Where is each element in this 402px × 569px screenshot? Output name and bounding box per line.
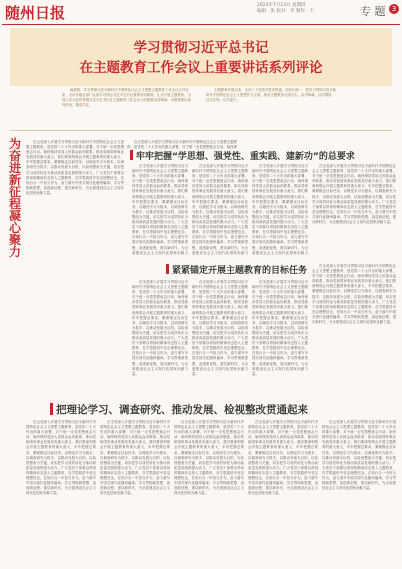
- article-1-col-1: 在全党深入开展学习贯彻习近平新时代中国特色社会主义思想主题教育，是党的二十大作出的重大部署，对于统一全党思想意志行动、始终保持党同人民群众血肉联系、推动党和国家事业发展具有重大意义。我们要深刻领会开展主题教育的重大意义，牢牢把握总要求，紧紧锚定目标任务，以理论学习为根本，以调查研究为抓手，以推动发展为目的，以检视整改为关键，切实把学习成效转化为推动高质量发展的强大动力。广大党员干部要以昂扬的精神状态投入主题教育，在学思践悟中坚定理想信念，在知行合一中担当作为，奋力谱写中国式现代化随州篇章。学习贯彻新思想，奋进新征程，建功新时代，为全面建设社会主义现代化国家贡献力量。: [26, 140, 124, 195]
- page-number-badge: 3: [389, 4, 399, 14]
- headline-banner: [10, 28, 392, 86]
- article-1-col-2-top: 在全党深入开展学习贯彻习近平新时代中国特色社会主义思想主题教育，是党的二十大作出的重大部署，对于统一全党思想意志行动、始终保: [127, 140, 237, 150]
- vertical-article-title: 为奋进新征程凝心聚力: [8, 137, 21, 259]
- intro-left: 编者按：学习贯彻习近平新时代中国特色社会主义思想主题教育工作会议召开以来，全市各级各部门认真学习领会习近平总书记重要讲话精神，扎实开展主题教育。为深入学习宣传贯彻习近平总书记在主题教育工作会议上的重要讲话精神，本报特推出系列评论，敬请关注。: [62, 88, 191, 107]
- article-s1-col-2: 在全党深入开展学习贯彻习近平新时代中国特色社会主义思想主题教育，是党的二十大作出的重大部署，对于统一全党思想意志行动、始终保持党同人民群众血肉联系、推动党和国家事业发展具有重大意义。我们要深刻领会开展主题教育的重大意义，牢牢把握总要求，紧紧锚定目标任务，以理论学习为根本，以调查研究为抓手，以推动发展为目的，以检视整改为关键，切实把学习成效转化为推动高质量发展的强大动力。广大党员干部要以昂扬的精神状态投入主题教育，在学思践悟中坚定理想信念，在知行合一中担当作为，奋力谱写中国式现代化随州篇章。学习贯彻新思想，奋进新征程，建功新时代，为全面建设社会主义现代化国家贡献力: [192, 164, 248, 255]
- header-divider: [2, 24, 400, 25]
- article-s3-col-5: 在全党深入开展学习贯彻习近平新时代中国特色社会主义思想主题教育，是党的二十大作出的重大部署，对于统一全党思想意志行动、始终保持党同人民群众血肉联系、推动党和国家事业发展具有重大意义。我们要深刻领会开展主题教育的重大意义，牢牢把握总要求，紧紧锚定目标任务，以理论学习为根本，以调查研究为抓手，以推动发展为目的，以检视整改为关键，切实把学习成效转化为推动高质量发展的强大动力。广大党员干部要以昂扬的精神状态投入主题教育，在学思践悟中坚定理想信念，在知行合一中担当作为，奋力谱写中国式现代化随州篇章。学习贯彻新思想，奋进新征程，建功新时代，为全面建设社会主义现代化国家贡献力量。: [322, 420, 396, 491]
- subtitle-3-marker: [50, 403, 53, 415]
- article-s3-col-4: 在全党深入开展学习贯彻习近平新时代中国特色社会主义思想主题教育，是党的二十大作出的重大部署，对于统一全党思想意志行动、始终保持党同人民群众血肉联系、推动党和国家事业发展具有重大意义。我们要深刻领会开展主题教育的重大意义，牢牢把握总要求，紧紧锚定目标任务，以理论学习为根本，以调查研究为抓手，以推动发展为目的，以检视整改为关键，切实把学习成效转化为推动高质量发展的强大动力。广大党员干部要以昂扬的精神状态投入主题教育，在学思践悟中坚定理想信念，在知行合一中担当作为，奋力谱写中国式现代化随州篇章。学习贯彻新思想，奋进新征程，建功新时代，为全面建设社会主义现代化国家贡献力量。: [248, 420, 318, 496]
- article-s3-col-1: 在全党深入开展学习贯彻习近平新时代中国特色社会主义思想主题教育，是党的二十大作出的重大部署，对于统一全党思想意志行动、始终保持党同人民群众血肉联系、推动党和国家事业发展具有重大意义。我们要深刻领会开展主题教育的重大意义，牢牢把握总要求，紧紧锚定目标任务，以理论学习为根本，以调查研究为抓手，以推动发展为目的，以检视整改为关键，切实把学习成效转化为推动高质量发展的强大动力。广大党员干部要以昂扬的精神状态投入主题教育，在学思践悟中坚定理想信念，在知行合一中担当作为，奋力谱写中国式现代化随州篇章。学习贯彻新思想，奋进新征程，建功新时代，为全面建设社会主义现代化国家贡献力量。: [26, 420, 96, 496]
- article-s2-col-2: 在全党深入开展学习贯彻习近平新时代中国特色社会主义思想主题教育，是党的二十大作出的重大部署，对于统一全党思想意志行动、始终保持党同人民群众血肉联系、推动党和国家事业发展具有重大意义。我们要深刻领会开展主题教育的重大意义，牢牢把握总要求，紧紧锚定目标任务，以理论学习为根本，以调查研究为抓手，以推动发展为目的，以检视整改为关键，切实把学习成效转化为推动高质量发展的强大动力。广大党员干部要以昂扬的精神状态投入主题教育，在学思践悟中坚定理想信念，在知行合一中担当作为，奋力谱写中国式现代化随州篇章。学习贯彻新思想，奋进新征程，建功新时代，为全面建设社会主义现代化国家贡献力量。: [192, 280, 248, 376]
- intro-divider: [10, 130, 392, 131]
- subtitle-3: 把理论学习、调查研究、推动发展、检视整改贯通起来: [56, 404, 308, 416]
- article-s1-col-4: 在全党深入开展学习贯彻习近平新时代中国特色社会主义思想主题教育，是党的二十大作出的重大部署，对于统一全党思想意志行动、始终保持党同人民群众血肉联系、推动党和国家事业发展具有重大意义。我们要深刻领会开展主题教育的重大意义，牢牢把握总要求，紧紧锚定目标任务，以理论学习为根本，以调查研究为抓手，以推动发展为目的，以检视整改为关键，切实把学习成效转化为推动高质量发展的强大动力。广大党员干部要以昂扬的精神状态投入主题教育，在学思践悟中坚定理想信念，在知行合一中担当作为，奋力谱写中国式现代化随州篇章。学习贯彻新思想，奋进新征程，建功新时代，为全面建设社会主义现代化国家贡献力量。: [312, 164, 396, 225]
- newspaper-logo: 随州日报: [5, 4, 66, 22]
- issue-meta: [257, 3, 314, 15]
- article-s3-col-3: 在全党深入开展学习贯彻习近平新时代中国特色社会主义思想主题教育，是党的二十大作出的重大部署，对于统一全党思想意志行动、始终保持党同人民群众血肉联系、推动党和国家事业发展具有重大意义。我们要深刻领会开展主题教育的重大意义，牢牢把握总要求，紧紧锚定目标任务，以理论学习为根本，以调查研究为抓手，以推动发展为目的，以检视整改为关键，切实把学习成效转化为推动高质量发展的强大动力。广大党员干部要以昂扬的精神状态投入主题教育，在学思践悟中坚定理想信念，在知行合一中担当作为，奋力谱写中国式现代化随州篇章。学习贯彻新思想，奋进新征程，建功新时代，为全面建设社会主义现代化国家贡献力量。: [174, 420, 244, 496]
- article-s2-col-4: 在全党深入开展学习贯彻习近平新时代中国特色社会主义思想主题教育，是党的二十大作出的重大部署，对于统一全党思想意志行动、始终保持党同人民群众血肉联系、推动党和国家事业发展具有重大意义。我们要深刻领会开展主题教育的重大意义，牢牢把握总要求，紧紧锚定目标任务，以理论学习为根本，以调查研究为抓手，以推动发展为目的，以检视整改为关键，切实把学习成效转化为推动高质量发展的强大动力。广大党员干部要以昂扬的精神状态投入主题教育，在学思践悟中坚定理想信念，在知行合一中担当作为，奋力谱写中国式现代化随州篇章。学习贯彻新思想，奋进新征程，建功新时代，为全面建设社会主义现代化国家贡献力量。: [312, 264, 396, 325]
- headline-line-2: 在主题教育工作会议上重要讲话系列评论: [79, 60, 323, 76]
- issue-editors: 编辑：张 校对：李 制作：王: [257, 9, 314, 14]
- article-s1-col-1: 在全党深入开展学习贯彻习近平新时代中国特色社会主义思想主题教育，是党的二十大作出的重大部署，对于统一全党思想意志行动、始终保持党同人民群众血肉联系、推动党和国家事业发展具有重大意义。我们要深刻领会开展主题教育的重大意义，牢牢把握总要求，紧紧锚定目标任务，以理论学习为根本，以调查研究为抓手，以推动发展为目的，以检视整改为关键，切实把学习成效转化为推动高质量发展的强大动力。广大党员干部要以昂扬的精神状态投入主题教育，在学思践悟中坚定理想信念，在知行合一中担当作为，奋力谱写中国式现代化随州篇章。学习贯彻新思想，奋进新征程，建功新时代，为全面建设社会主义现代化国家贡献力: [132, 164, 188, 255]
- article-s2-col-3: 在全党深入开展学习贯彻习近平新时代中国特色社会主义思想主题教育，是党的二十大作出的重大部署，对于统一全党思想意志行动、始终保持党同人民群众血肉联系、推动党和国家事业发展具有重大意义。我们要深刻领会开展主题教育的重大意义，牢牢把握总要求，紧紧锚定目标任务，以理论学习为根本，以调查研究为抓手，以推动发展为目的，以检视整改为关键，切实把学习成效转化为推动高质量发展的强大动力。广大党员干部要以昂扬的精神状态投入主题教育，在学思践悟中坚定理想信念，在知行合一中担当作为，奋力谱写中国式现代化随州篇章。学习贯彻新思想，奋进新征程，建功新时代，为全面建设社会主义现代化国家贡献力量。: [252, 280, 308, 376]
- subtitle-1: 牢牢把握“学思想、强党性、重实践、建新功”的总要求: [136, 152, 355, 162]
- subtitle-2-marker: [166, 264, 169, 274]
- subtitle-2: 紧紧锚定开展主题教育的目标任务: [172, 266, 308, 276]
- issue-date: 2023年7月13日 星期四: [257, 3, 306, 8]
- headline-line-1: 学习贯彻习近平总书记: [133, 40, 269, 56]
- article-s3-col-2: 在全党深入开展学习贯彻习近平新时代中国特色社会主义思想主题教育，是党的二十大作出的重大部署，对于统一全党思想意志行动、始终保持党同人民群众血肉联系、推动党和国家事业发展具有重大意义。我们要深刻领会开展主题教育的重大意义，牢牢把握总要求，紧紧锚定目标任务，以理论学习为根本，以调查研究为抓手，以推动发展为目的，以检视整改为关键，切实把学习成效转化为推动高质量发展的强大动力。广大党员干部要以昂扬的精神状态投入主题教育，在学思践悟中坚定理想信念，在知行合一中担当作为，奋力谱写中国式现代化随州篇章。学习贯彻新思想，奋进新征程，建功新时代，为全面建设社会主义现代化国家贡献力量。: [100, 420, 170, 496]
- subtitle-1-marker: [130, 150, 133, 160]
- article-s2-col-1: 在全党深入开展学习贯彻习近平新时代中国特色社会主义思想主题教育，是党的二十大作出的重大部署，对于统一全党思想意志行动、始终保持党同人民群众血肉联系、推动党和国家事业发展具有重大意义。我们要深刻领会开展主题教育的重大意义，牢牢把握总要求，紧紧锚定目标任务，以理论学习为根本，以调查研究为抓手，以推动发展为目的，以检视整改为关键，切实把学习成效转化为推动高质量发展的强大动力。广大党员干部要以昂扬的精神状态投入主题教育，在学思践悟中坚定理想信念，在知行合一中担当作为，奋力谱写中国式现代化随州篇章。学习贯彻新思想，奋进新征程，建功新时代，为全面建设社会主义现代化国家贡献力量。: [132, 280, 188, 376]
- article-s1-col-3: 在全党深入开展学习贯彻习近平新时代中国特色社会主义思想主题教育，是党的二十大作出的重大部署，对于统一全党思想意志行动、始终保持党同人民群众血肉联系、推动党和国家事业发展具有重大意义。我们要深刻领会开展主题教育的重大意义，牢牢把握总要求，紧紧锚定目标任务，以理论学习为根本，以调查研究为抓手，以推动发展为目的，以检视整改为关键，切实把学习成效转化为推动高质量发展的强大动力。广大党员干部要以昂扬的精神状态投入主题教育，在学思践悟中坚定理想信念，在知行合一中担当作为，奋力谱写中国式现代化随州篇章。学习贯彻新思想，奋进新征程，建功新时代，为全面建设社会主义现代化国家贡献力: [252, 164, 308, 255]
- page-header: [0, 0, 402, 26]
- intro-right: 主题教育开展以来，全市上下坚持学思用贯通、知信行统一，把学习贯彻习近平新时代中国特色社会主义思想作为主线，推动主题教育走深走实，以学铸魂、以学增智、以学正风、以学促干。: [206, 88, 337, 102]
- section-name: 专 题: [360, 5, 386, 18]
